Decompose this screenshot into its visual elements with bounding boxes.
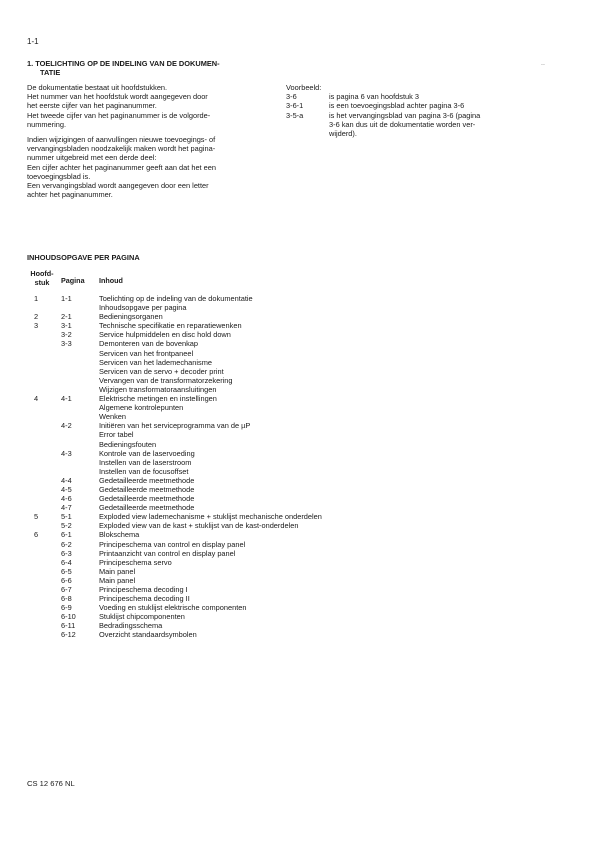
intro-line: nummering. [27,119,67,129]
toc-content: Elektrische metingen en instellingen [99,394,217,404]
toc-chapter [27,567,49,576]
toc-row [27,449,527,458]
toc-page: 4-1 [61,394,72,404]
intro-line: toevoegingsblad is. [27,171,91,181]
toc-page [49,430,99,439]
toc-content: Servicen van het lademechanisme [99,357,212,367]
toc-content: Principeschema van control en display panel [99,539,246,549]
toc-chapter [27,440,49,449]
intro-line: Indien wijzigingen of aanvullingen nieuwe toevoegings- of [27,135,216,145]
toc-chapter [27,303,49,312]
example-code: 3-5-a [286,110,304,120]
toc-content: Error tabel [99,430,134,440]
toc-chapter [27,558,49,567]
example-description [329,101,526,110]
toc-content: Main panel [99,575,136,585]
toc-content: Servicen van de servo + decoder print [99,366,224,376]
toc-content: Gedetailleerde meetmethode [99,484,195,494]
toc-row [27,576,527,585]
toc-page: 2-1 [61,312,72,322]
toc-chapter [27,430,49,439]
intro-line: Een cijfer achter het paginanummer geeft aan dat het een [27,162,216,172]
toc-header-chapter-line2: stuk [34,277,50,287]
toc-page: 5-1 [61,512,72,522]
toc-chapter [27,621,49,630]
toc-row [27,440,527,449]
toc-row [27,421,527,430]
toc-content: Instellen van de focusoffset [99,466,189,476]
toc-page: 6-9 [61,603,72,613]
corner-mark: .. [541,60,545,67]
example-description-line: 3-6 kan dus uit de dokumentatie worden ver- [329,119,476,129]
toc-page: 6-6 [61,575,72,585]
toc-row [27,367,527,376]
toc-chapter [27,594,49,603]
toc-chapter [27,349,49,358]
example-description-line: is pagina 6 van hoofdstuk 3 [329,92,419,102]
intro-text [27,83,277,205]
toc-content: Service hulpmiddelen en disc hold down [99,330,231,340]
toc-row [27,358,527,367]
intro-line: achter het paginanummer. [27,190,113,200]
toc-row [27,630,527,639]
toc-chapter [27,421,49,430]
toc-chapter [27,367,49,376]
toc-header-chapter-line1: Hoofd- [30,269,54,278]
toc-content: Vervangen van de transformatorzekering [99,375,233,385]
example-block [286,83,526,138]
toc-row [27,430,527,439]
toc-row [27,621,527,630]
toc-row [27,521,527,530]
example-row [286,111,526,139]
toc-chapter [27,403,49,412]
toc-page [49,367,99,376]
toc-content: Gedetailleerde meetmethode [99,494,195,504]
toc-row [27,485,527,494]
toc-page: 4-3 [61,448,72,458]
toc-row [27,330,527,339]
toc-chapter [27,339,49,348]
toc-page: 3-2 [61,330,72,340]
toc-page [49,385,99,394]
toc-row [27,412,527,421]
toc-page: 6-3 [61,548,72,558]
toc-row [27,349,527,358]
toc-chapter: 3 [34,321,39,331]
toc-row [27,476,527,485]
example-description-line: is een toevoegingsblad achter pagina 3-6 [329,101,465,111]
example-description-line: is het vervangingsblad van pagina 3-6 (pagina [329,110,481,120]
toc-row [27,567,527,576]
document-code: CS 12 676 NL [27,779,75,788]
toc-content: Servicen van het frontpaneel [99,348,194,358]
toc-page: 6-7 [61,585,72,594]
toc-header-page: Pagina [61,276,85,285]
toc-page: 6-11 [61,621,76,631]
toc-content: Gedetailleerde meetmethode [99,503,195,513]
toc-table [27,294,527,640]
example-description [329,92,526,101]
toc-chapter [27,521,49,530]
toc-page: 6-1 [61,530,72,540]
intro-line: De dokumentatie bestaat uit hoofdstukken. [27,83,168,92]
toc-content: Instellen van de laserstroom [99,457,192,467]
toc-row [27,403,527,412]
toc-chapter [27,330,49,339]
toc-chapter: 4 [34,394,39,404]
toc-chapter: 6 [34,530,39,540]
toc-page [49,376,99,385]
toc-page [49,403,99,412]
toc-chapter [27,585,49,594]
section-title [27,59,267,77]
intro-paragraph-2 [27,135,277,199]
toc-row [27,549,527,558]
toc-title: INHOUDSOPGAVE PER PAGINA [27,253,140,262]
toc-content: Kontrole van de laservoeding [99,448,195,458]
toc-content: Gedetailleerde meetmethode [99,475,195,485]
toc-page [49,467,99,476]
toc-chapter [27,412,49,421]
toc-row [27,376,527,385]
toc-chapter [27,494,49,503]
toc-chapter: 2 [34,312,39,322]
toc-content: Printaanzicht van control en display panel [99,548,236,558]
toc-content: Bedradingsschema [99,621,163,631]
toc-content: Wenken [99,412,126,422]
toc-page: 4-4 [61,475,72,485]
toc-page: 6-10 [61,612,76,622]
intro-line: vervangingsbladen noodzakelijk maken wordt het pagina- [27,144,216,154]
toc-chapter [27,376,49,385]
toc-page [49,412,99,421]
toc-chapter [27,603,49,612]
toc-row [27,294,527,303]
toc-content: Initiëren van het serviceprogramma van de µP [99,421,251,431]
toc-page [49,440,99,449]
toc-row [27,612,527,621]
section-title-line2: TATIE [40,68,61,77]
toc-row [27,558,527,567]
toc-row [27,394,527,403]
toc-page: 4-2 [61,421,72,431]
toc-chapter [27,576,49,585]
toc-content: Main panel [99,566,136,576]
example-code: 3-6-1 [286,101,304,111]
example-row [286,101,526,110]
toc-page [49,458,99,467]
toc-chapter [27,458,49,467]
toc-chapter: 1 [34,294,39,303]
toc-row [27,503,527,512]
toc-page: 6-12 [61,630,76,640]
toc-row [27,467,527,476]
toc-page [49,349,99,358]
toc-content: Exploded view lademechanisme + stuklijst mechanische onderdelen [99,512,322,522]
toc-content: Voeding en stuklijst elektrische componenten [99,603,247,613]
example-row [286,92,526,101]
toc-content: Toelichting op de indeling van de dokumentatie [99,294,253,303]
toc-content: Demonteren van de bovenkap [99,339,199,349]
toc-content: Blokschema [99,530,140,540]
toc-row [27,458,527,467]
toc-header-content: Inhoud [99,276,123,285]
toc-chapter [27,540,49,549]
example-code: 3-6 [286,92,297,102]
toc-row [27,339,527,348]
toc-row [27,385,527,394]
toc-page: 3-3 [61,339,72,349]
toc-page: 6-8 [61,594,72,604]
toc-page: 3-1 [61,321,72,331]
intro-line: Het nummer van het hoofdstuk wordt aangegeven door [27,92,208,102]
toc-row [27,303,527,312]
example-heading: Voorbeeld: [286,83,322,92]
toc-row [27,585,527,594]
toc-content: Principeschema decoding II [99,594,190,604]
example-description-line: wijderd). [329,129,357,139]
intro-line: Een vervangingsblad wordt aangegeven door een letter [27,181,209,191]
toc-header-chapter [27,270,57,287]
toc-chapter [27,467,49,476]
toc-row [27,594,527,603]
toc-page [49,358,99,367]
toc-page: 6-4 [61,557,72,567]
intro-line: het eerste cijfer van het paginanummer. [27,101,157,111]
toc-row [27,512,527,521]
toc-content: Wijzigen transformatoraansluitingen [99,384,217,394]
toc-chapter [27,358,49,367]
example-description [329,111,526,139]
toc-content: Stuklijst chipcomponenten [99,612,185,622]
section-title-line1: 1. TOELICHTING OP DE INDELING VAN DE DOKUMEN- [27,59,220,68]
toc-content: Principeschema servo [99,557,172,567]
toc-content: Principeschema decoding I [99,585,188,594]
toc-chapter [27,476,49,485]
toc-chapter [27,485,49,494]
toc-content: Exploded view van de kast + stuklijst van de kast-onderdelen [99,521,299,531]
intro-line: Het tweede cijfer van het paginanummer is de volgorde- [27,110,211,120]
toc-chapter [27,503,49,512]
intro-paragraph-1 [27,83,277,129]
toc-page: 4-6 [61,494,72,504]
toc-chapter: 5 [34,512,39,522]
toc-page: 4-5 [61,484,72,494]
toc-chapter [27,612,49,621]
toc-page: 6-5 [61,566,72,576]
toc-chapter [27,449,49,458]
toc-content: Bedieningsfouten [99,439,157,449]
toc-content: Overzicht standaardsymbolen [99,630,197,640]
toc-page: 4-7 [61,503,72,513]
toc-row [27,312,527,321]
toc-content: Algemene kontrolepunten [99,403,184,413]
page-number: 1-1 [27,37,39,46]
toc-content: Bedieningsorganen [99,312,163,322]
toc-row [27,603,527,612]
toc-page: 6-2 [61,539,72,549]
toc-content: Inhoudsopgave per pagina [99,303,187,313]
toc-chapter [27,385,49,394]
toc-row [27,530,527,539]
toc-content: Technische specifikatie en reparatiewenken [99,321,242,331]
toc-row [27,540,527,549]
toc-row [27,321,527,330]
toc-page: 1-1 [61,294,72,303]
toc-page [49,303,99,312]
toc-page: 5-2 [61,521,72,531]
intro-line: nummer uitgebreid met een derde deel: [27,153,157,163]
toc-row [27,494,527,503]
toc-chapter [27,549,49,558]
toc-chapter [27,630,49,639]
